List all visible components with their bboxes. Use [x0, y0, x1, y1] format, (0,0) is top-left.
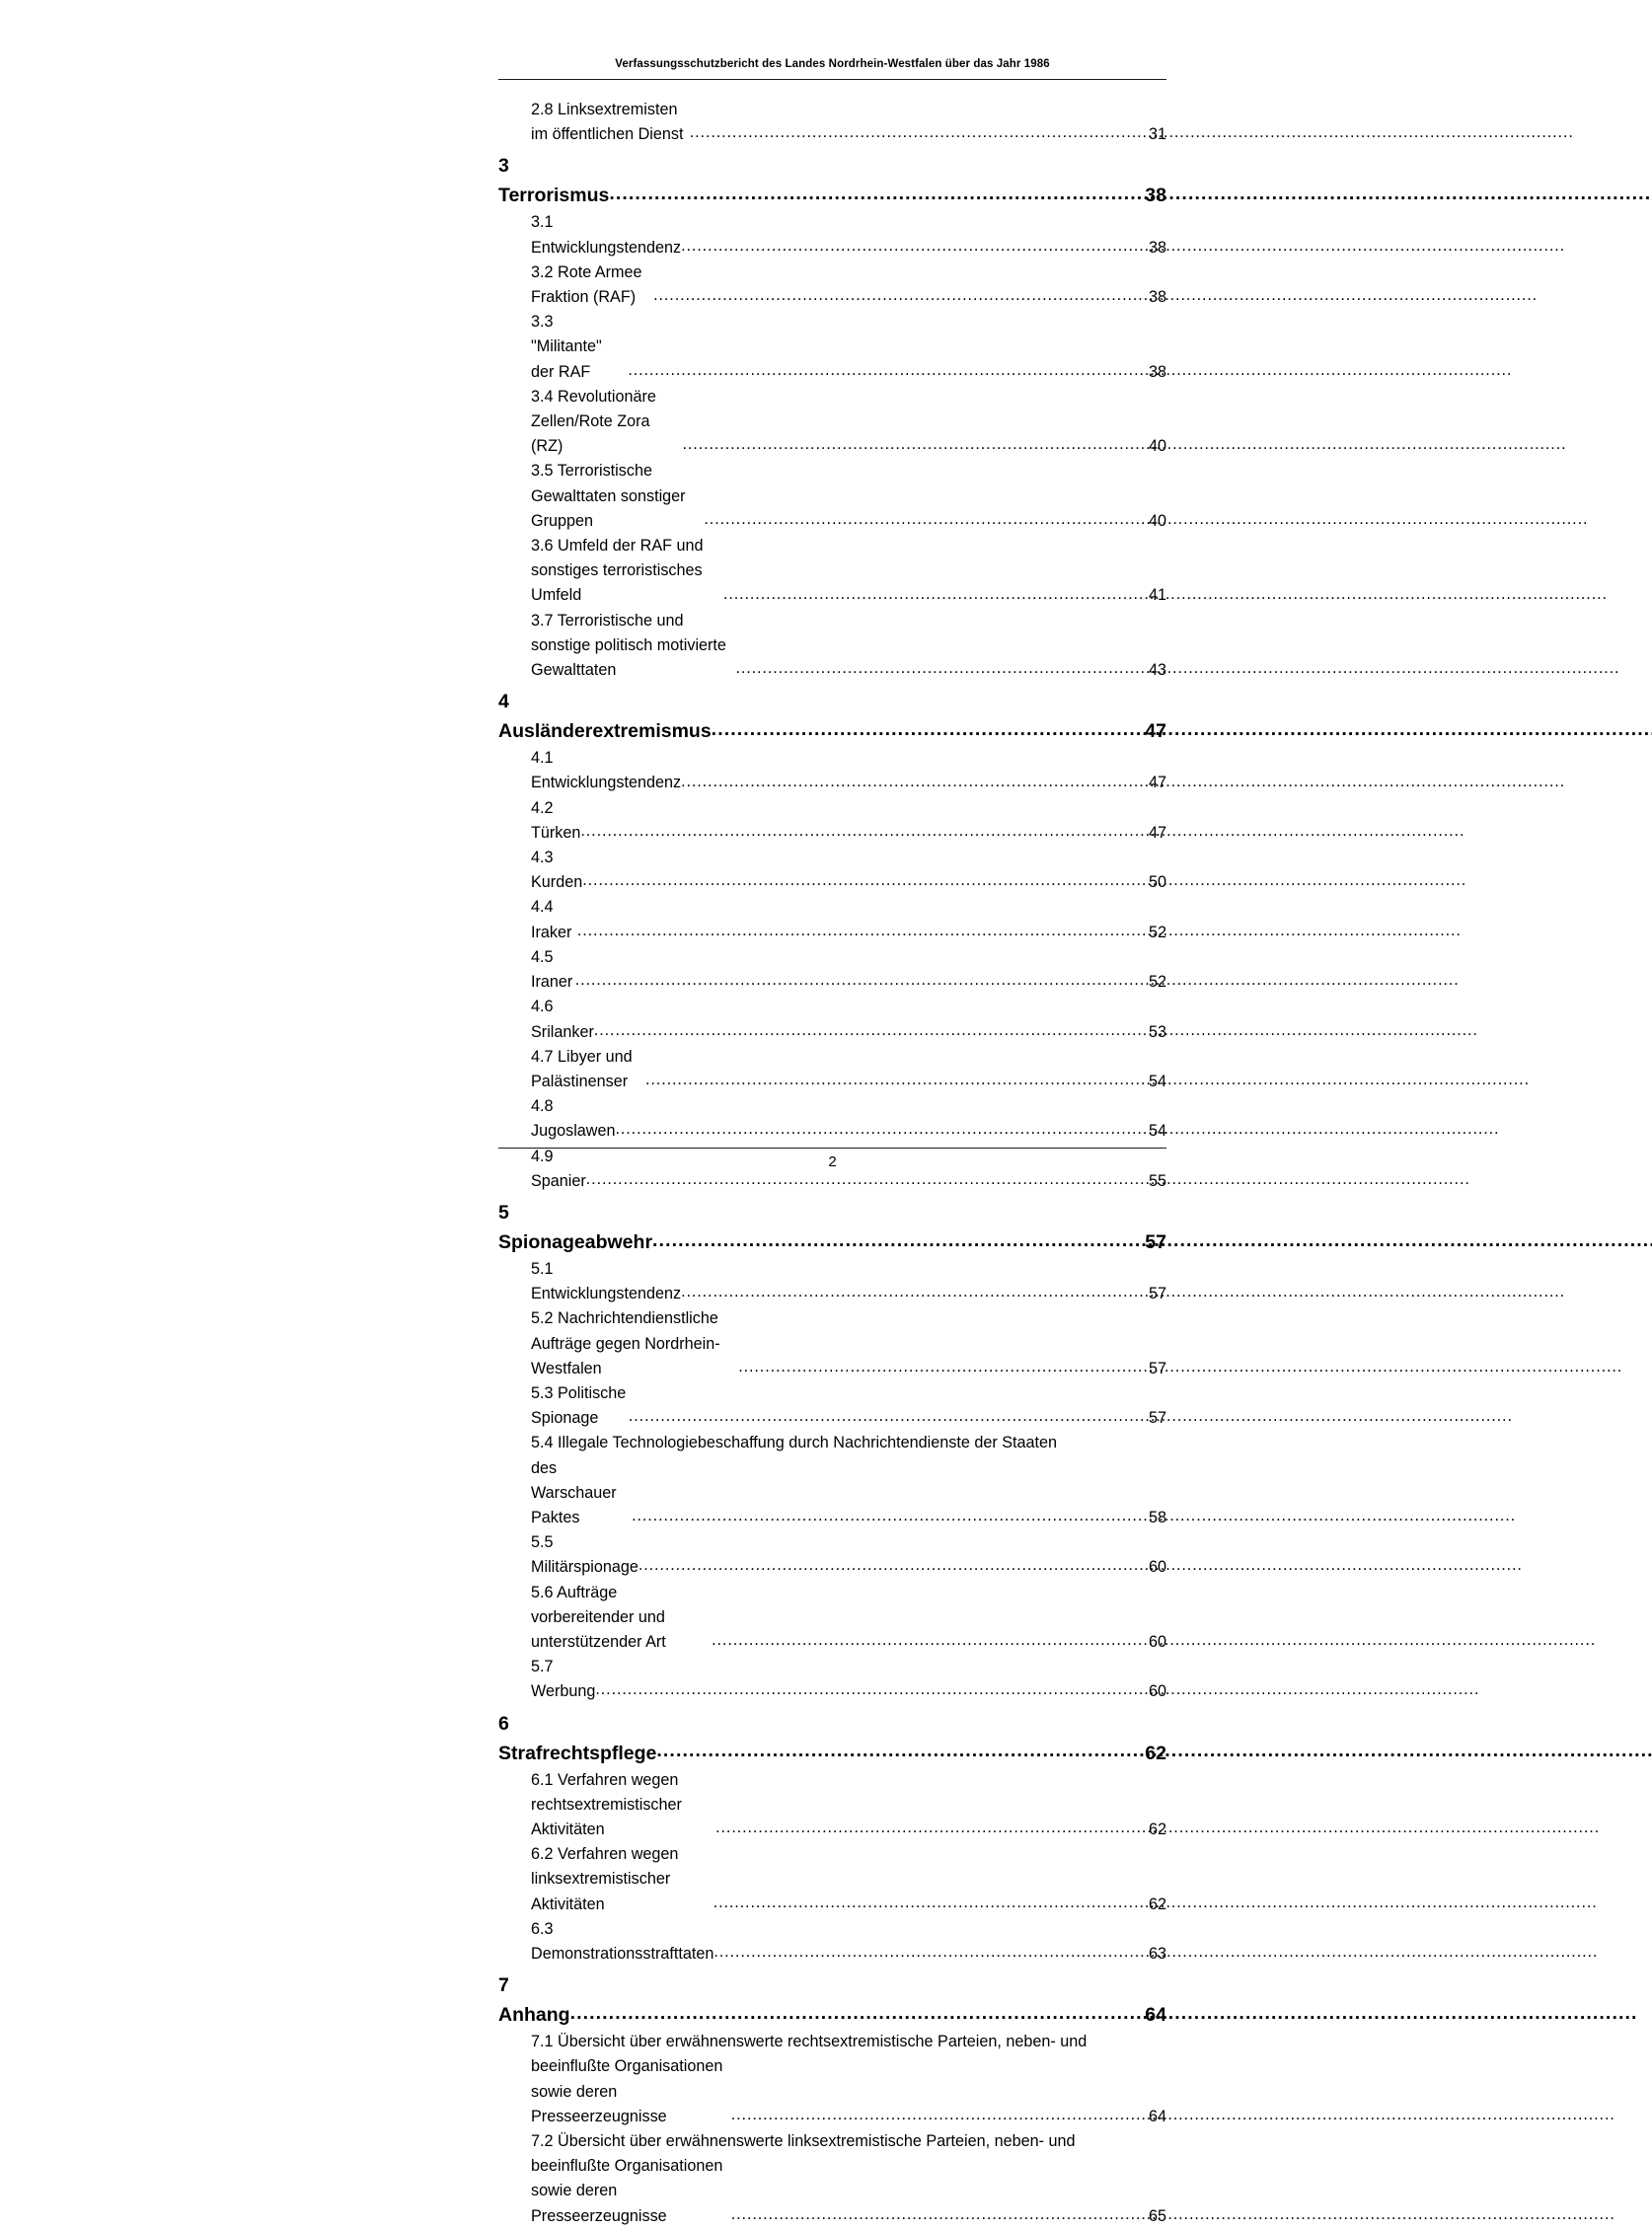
- toc-entry-page-number: 60: [1148, 1682, 1166, 1701]
- toc-entry-title: 4.9 Spanier: [531, 1147, 586, 1190]
- toc-entry[interactable]: [531, 1655, 1166, 1704]
- toc-entry-page-number: 40: [1148, 511, 1166, 530]
- toc-entry-body: [531, 1768, 1166, 1843]
- dot-leader: [645, 1068, 1146, 1092]
- toc-entry[interactable]: [531, 2030, 1166, 2129]
- toc-entry-page-number: 64: [1148, 2107, 1166, 2125]
- toc-entry-title: 4.6 Srilanker: [531, 998, 599, 1041]
- toc-entry-page-number: 47: [1148, 774, 1166, 792]
- dot-leader: [681, 770, 1145, 794]
- toc-entry-line: [531, 1581, 1166, 1656]
- toc-entry-line: [531, 2154, 1166, 2229]
- document-page: [382, 0, 1270, 2225]
- toc-entry[interactable]: [498, 147, 1166, 210]
- toc-entry-body: [531, 1842, 1166, 1917]
- toc-entry-body: [531, 459, 1166, 534]
- toc-entry[interactable]: [498, 683, 1166, 746]
- toc-entry-title: 5.3 Politische Spionage: [531, 1383, 631, 1428]
- toc-entry-line: [531, 210, 1166, 260]
- toc-entry[interactable]: [531, 260, 1166, 310]
- toc-entry[interactable]: [498, 1967, 1166, 2030]
- toc-entry-line: [531, 98, 1166, 147]
- toc-entry-page-number: 38: [1145, 185, 1166, 207]
- toc-entry[interactable]: [531, 1842, 1166, 1917]
- toc-entry-title: 3.1 Entwicklungstendenz: [531, 213, 686, 257]
- page-number: 2: [828, 1153, 837, 1170]
- toc-entry-line: [531, 1530, 1166, 1580]
- toc-entry-title: 5.2 Nachrichtendienstliche Aufträge gegen Nordrhein-Westfalen: [531, 1309, 722, 1377]
- toc-entry-page-number: 55: [1148, 1171, 1166, 1190]
- toc-entry-body: [531, 1257, 1166, 1306]
- toc-entry-title: 4 Ausländerextremismus: [498, 691, 712, 743]
- toc-entry-title: 4.3 Kurden: [531, 849, 583, 892]
- dot-leader: [628, 358, 1145, 383]
- dot-leader: [609, 179, 1140, 208]
- toc-entry-body: [531, 385, 1166, 460]
- dot-leader: [653, 283, 1145, 308]
- toc-entry-title: 4.4 Iraker: [531, 898, 576, 941]
- toc-entry-line: [531, 1768, 1166, 1843]
- toc-entry-page-number: 38: [1148, 288, 1166, 307]
- toc-entry-page-number: 43: [1148, 661, 1166, 680]
- toc-entry-body: [531, 2030, 1166, 2129]
- header-title: Verfassungsschutzbericht des Landes Nordrhein-Westfalen über das Jahr 1986: [615, 58, 1050, 70]
- toc-entry-body: [531, 260, 1166, 310]
- dot-leader: [577, 919, 1146, 943]
- toc-entry-line: [531, 1655, 1166, 1704]
- dot-leader: [570, 1998, 1141, 2028]
- toc-entry-body: [498, 687, 1166, 746]
- toc-entry-line: [531, 1842, 1166, 1917]
- dot-leader: [704, 507, 1145, 532]
- dot-leader: [594, 1018, 1146, 1043]
- toc-entry[interactable]: [531, 1530, 1166, 1580]
- dot-leader: [615, 1117, 1145, 1142]
- toc-entry-page-number: 54: [1148, 1122, 1166, 1141]
- dot-leader: [713, 1891, 1146, 1915]
- toc-entry-title: 5.5 Militärspionage: [531, 1533, 643, 1577]
- dot-leader: [712, 714, 1141, 744]
- toc-entry[interactable]: [531, 1306, 1166, 1381]
- toc-entry-body: [498, 151, 1166, 210]
- dot-leader: [681, 1280, 1145, 1304]
- toc-entry-line: [531, 1306, 1166, 1381]
- toc-entry-title: 7.1 Übersicht über erwähnenswerte rechtsextremistische Parteien, neben- und: [531, 2033, 1088, 2051]
- toc-entry-body: [531, 1431, 1166, 1530]
- toc-entry-line: [531, 995, 1166, 1044]
- toc-entry-title: 7 Anhang: [498, 1974, 570, 2027]
- toc-entry-page-number: 40: [1148, 437, 1166, 456]
- toc-entry[interactable]: [531, 1581, 1166, 1656]
- toc-entry[interactable]: [531, 609, 1166, 684]
- toc-entry-body: [531, 1581, 1166, 1656]
- dot-leader: [723, 582, 1146, 607]
- dot-leader: [738, 1355, 1145, 1379]
- toc-entry-page-number: 60: [1148, 1632, 1166, 1651]
- toc-entry[interactable]: [531, 746, 1166, 795]
- toc-entry-page-number: 64: [1145, 2004, 1166, 2027]
- toc-entry[interactable]: [531, 210, 1166, 260]
- toc-entry-title: 2.8 Linksextremisten im öffentlichen Dienst: [531, 101, 688, 144]
- toc-entry-title: 3.4 Revolutionäre Zellen/Rote Zora (RZ): [531, 387, 661, 456]
- toc-entry[interactable]: [531, 1381, 1166, 1431]
- toc-entry-line: [531, 796, 1166, 846]
- toc-entry-body: [531, 1530, 1166, 1580]
- toc-entry-body: [531, 995, 1166, 1044]
- toc-entry[interactable]: [531, 385, 1166, 460]
- dot-leader: [690, 120, 1146, 145]
- toc-entry[interactable]: [531, 1257, 1166, 1306]
- toc-entry-body: [531, 534, 1166, 609]
- footer-divider: [498, 1148, 1166, 1149]
- toc-entry-page-number: 57: [1145, 1230, 1166, 1253]
- toc-entry-line: [531, 459, 1166, 534]
- toc-entry-page-number: 62: [1148, 1895, 1166, 1913]
- toc-entry-body: [531, 1094, 1166, 1144]
- toc-entry-body: [531, 1045, 1166, 1094]
- toc-entry-line: [531, 1257, 1166, 1306]
- toc-entry[interactable]: [531, 1431, 1166, 1530]
- toc-entry-page-number: 50: [1148, 873, 1166, 892]
- toc-entry-page-number: 47: [1145, 720, 1166, 743]
- toc-entry-line: [498, 1970, 1166, 2030]
- toc-entry-line: [498, 151, 1166, 210]
- toc-entry[interactable]: [531, 1768, 1166, 1843]
- dot-leader: [595, 1677, 1145, 1702]
- toc-entry-line: [498, 1198, 1166, 1257]
- toc-entry-page-number: 53: [1148, 1022, 1166, 1041]
- toc-entry-body: [498, 1970, 1166, 2030]
- toc-entry-line: [531, 1381, 1166, 1431]
- header-divider: [498, 79, 1166, 80]
- toc-entry-title: 3.3 "Militante" der RAF: [531, 313, 607, 381]
- dot-leader: [575, 968, 1146, 993]
- toc-entry-page-number: 63: [1148, 1945, 1166, 1963]
- toc-entry-title: 6.2 Verfahren wegen linksextremistischer Aktivitäten: [531, 1845, 683, 1913]
- dot-leader: [652, 1226, 1140, 1255]
- toc-entry-line: [531, 1045, 1166, 1094]
- toc-entry-body: [531, 210, 1166, 260]
- toc-entry-body: [498, 1198, 1166, 1257]
- toc-entry-page-number: 65: [1148, 2206, 1166, 2225]
- toc-entry-body: [531, 1306, 1166, 1381]
- toc-entry-page-number: 41: [1148, 586, 1166, 605]
- toc-entry-body: [531, 609, 1166, 684]
- toc-entry-title: 6.1 Verfahren wegen rechtsextremistischer Aktivitäten: [531, 1770, 686, 1838]
- toc-entry-title: 5.4 Illegale Technologiebeschaffung durch Nachrichtendienste der Staaten: [531, 1434, 1058, 1452]
- toc-entry-line: [498, 687, 1166, 746]
- toc-entry[interactable]: [531, 534, 1166, 609]
- toc-entry-page-number: 38: [1148, 362, 1166, 381]
- toc-entry-body: [531, 310, 1166, 385]
- dot-leader: [582, 868, 1145, 893]
- toc-entry-title: beeinflußte Organisationen sowie deren Presseerzeugnisse: [531, 2157, 727, 2225]
- dot-leader: [681, 234, 1145, 259]
- dot-leader: [632, 1504, 1145, 1528]
- dot-leader: [731, 2103, 1146, 2127]
- toc-entry-title: des Warschauer Paktes: [531, 1458, 622, 1526]
- toc-entry-title: 4.7 Libyer und Palästinenser: [531, 1047, 638, 1090]
- toc-entry-page-number: 62: [1145, 1742, 1166, 1764]
- toc-entry-body: [531, 1381, 1166, 1431]
- toc-entry-body: [498, 1709, 1166, 1768]
- toc-entry-title: 5.1 Entwicklungstendenz: [531, 1259, 686, 1303]
- dot-leader: [735, 656, 1145, 681]
- toc-entry-title: 6.3 Demonstrationsstrafttaten: [531, 1919, 718, 1963]
- toc-entry[interactable]: [531, 459, 1166, 534]
- toc-entry-line: [531, 385, 1166, 460]
- dot-leader: [683, 432, 1146, 457]
- toc-entry-page-number: 52: [1148, 923, 1166, 941]
- toc-entry-line: [531, 895, 1166, 944]
- toc-entry-line: [531, 945, 1166, 995]
- toc-entry-title: beeinflußte Organisationen sowie deren Presseerzeugnisse: [531, 2057, 727, 2125]
- toc-entry-page-number: 47: [1148, 823, 1166, 842]
- toc-entry[interactable]: [531, 995, 1166, 1044]
- dot-leader: [656, 1736, 1140, 1765]
- toc-entry-title: 5.7 Werbung: [531, 1658, 596, 1701]
- toc-entry-page-number: 62: [1148, 1820, 1166, 1838]
- toc-entry-body: [531, 846, 1166, 895]
- toc-entry-line: [531, 2054, 1166, 2129]
- toc-entry-page-number: 58: [1148, 1508, 1166, 1526]
- toc-entry-title: 4.1 Entwicklungstendenz: [531, 749, 686, 792]
- toc-entry-title: 5.6 Aufträge vorbereitender und unterstützender Art: [531, 1583, 671, 1651]
- dot-leader: [715, 1816, 1145, 1840]
- toc-entry-body: [531, 98, 1166, 147]
- toc-entry[interactable]: [531, 2129, 1166, 2229]
- dot-leader: [638, 1553, 1146, 1578]
- toc-entry-line: [531, 534, 1166, 609]
- toc-entry-title: 3.2 Rote Armee Fraktion (RAF): [531, 262, 646, 307]
- toc-entry[interactable]: [531, 1917, 1166, 1967]
- dot-leader: [713, 1940, 1145, 1965]
- toc-entry-page-number: 57: [1148, 1359, 1166, 1377]
- toc-entry-line: [531, 1456, 1166, 1531]
- toc-entry[interactable]: [498, 1194, 1166, 1257]
- toc-entry-body: [531, 945, 1166, 995]
- dot-leader: [712, 1628, 1145, 1653]
- toc-entry-line: [531, 1917, 1166, 1967]
- dot-leader: [629, 1404, 1146, 1429]
- toc-entry-page-number: 60: [1148, 1558, 1166, 1577]
- toc-entry[interactable]: [531, 846, 1166, 895]
- toc-entry-title: 6 Strafrechtspflege: [498, 1712, 662, 1764]
- toc-entry-title: 3.5 Terroristische Gewalttaten sonstiger Gruppen: [531, 462, 691, 530]
- toc-entry-title: 4.2 Türken: [531, 798, 581, 842]
- toc-entry-line: [531, 260, 1166, 310]
- toc-entry-line: [498, 1709, 1166, 1768]
- toc-entry[interactable]: [531, 895, 1166, 944]
- toc-entry-title: 7.2 Übersicht über erwähnenswerte linksextremistische Parteien, neben- und: [531, 2132, 1076, 2151]
- toc-entry-line: [531, 846, 1166, 895]
- running-header: [498, 57, 1166, 71]
- toc-entry-page-number: 57: [1148, 1285, 1166, 1303]
- toc-entry-page-number: 31: [1148, 125, 1166, 144]
- toc-entry-title: 4.5 Iraner: [531, 947, 573, 992]
- toc-entry-page-number: 52: [1148, 973, 1166, 992]
- toc-entry-line: [531, 746, 1166, 795]
- toc-entry-page-number: 38: [1148, 238, 1166, 257]
- toc-entry[interactable]: [498, 1705, 1166, 1768]
- toc-entry-line: [531, 310, 1166, 385]
- toc-entry-title: 3.6 Umfeld der RAF und sonstiges terroristisches Umfeld: [531, 537, 709, 605]
- toc-entry-body: [531, 746, 1166, 795]
- toc-entry-body: [531, 2129, 1166, 2229]
- dot-leader: [731, 2202, 1146, 2227]
- toc-entry-title: 5 Spionageabwehr: [498, 1201, 653, 1253]
- dot-leader: [580, 819, 1145, 844]
- toc-entry-body: [531, 1655, 1166, 1704]
- toc-entry-body: [531, 796, 1166, 846]
- toc-entry-body: [531, 1917, 1166, 1967]
- toc-entry-title: 3.7 Terroristische und sonstige politisch motivierte Gewalttaten: [531, 611, 731, 680]
- toc-entry[interactable]: [531, 1094, 1166, 1144]
- toc-entry-line: [531, 609, 1166, 684]
- toc-entry[interactable]: [531, 1045, 1166, 1094]
- toc-entry-body: [531, 895, 1166, 944]
- toc-entry-line: [531, 1094, 1166, 1144]
- toc-entry-title: 3 Terrorismus: [498, 155, 615, 207]
- toc-entry[interactable]: [531, 945, 1166, 995]
- toc-entry[interactable]: [531, 310, 1166, 385]
- toc-entry-title: 4.8 Jugoslawen: [531, 1097, 620, 1141]
- toc-entry-page-number: 57: [1148, 1409, 1166, 1428]
- toc-entry[interactable]: [531, 796, 1166, 846]
- toc-entry-page-number: 54: [1148, 1072, 1166, 1090]
- toc-entry[interactable]: [531, 98, 1166, 147]
